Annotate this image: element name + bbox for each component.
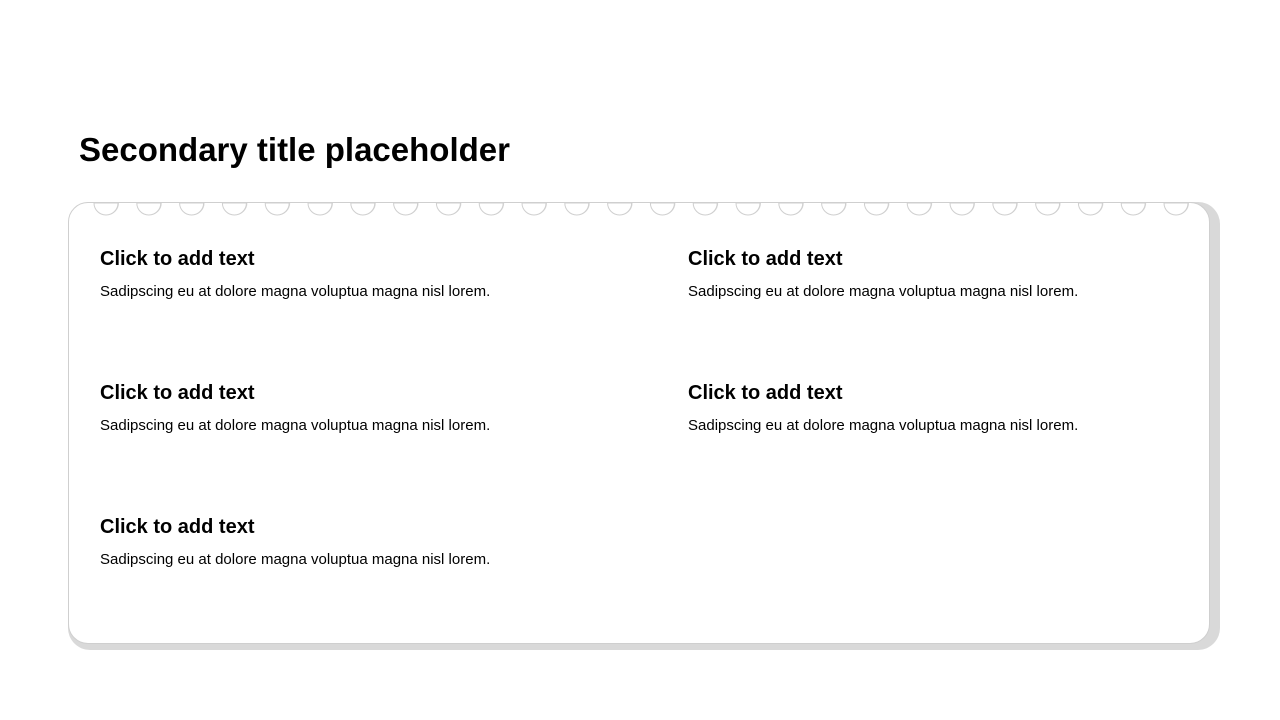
binding-ring (822, 203, 847, 215)
binding-ring (779, 203, 804, 215)
binding-ring (1121, 203, 1146, 215)
binding-ring (394, 203, 419, 215)
binding-ring (522, 203, 547, 215)
block-heading[interactable]: Click to add text (100, 248, 255, 270)
binding-ring (180, 203, 205, 215)
binding-ring (1078, 203, 1103, 215)
text-block-2[interactable] (688, 247, 1208, 301)
binding-ring (479, 203, 504, 215)
binding-ring (864, 203, 889, 215)
binding-ring (565, 203, 590, 215)
binding-ring (222, 203, 247, 215)
block-heading[interactable]: Click to add text (100, 516, 255, 538)
binding-ring (351, 203, 376, 215)
block-heading[interactable]: Click to add text (688, 382, 843, 404)
block-body[interactable]: Sadipscing eu at dolore magna voluptua magna nisl lorem. (100, 417, 491, 434)
block-body[interactable]: Sadipscing eu at dolore magna voluptua magna nisl lorem. (688, 283, 1079, 300)
binding-ring (650, 203, 675, 215)
binding-ring (736, 203, 761, 215)
text-block-3[interactable] (100, 381, 620, 435)
binding-ring (1164, 203, 1189, 215)
binding-ring (907, 203, 932, 215)
text-block-5[interactable] (100, 515, 620, 569)
page-title[interactable]: Secondary title placeholder (79, 131, 510, 168)
binding-ring (950, 203, 975, 215)
block-heading[interactable]: Click to add text (100, 382, 255, 404)
binding-ring (94, 203, 119, 215)
binding-ring (1036, 203, 1061, 215)
text-block-4[interactable] (688, 381, 1208, 435)
binding-ring (993, 203, 1018, 215)
binding-ring (693, 203, 718, 215)
block-body[interactable]: Sadipscing eu at dolore magna voluptua magna nisl lorem. (100, 551, 491, 568)
block-heading[interactable]: Click to add text (688, 248, 843, 270)
binding-ring (436, 203, 461, 215)
binding-ring (308, 203, 333, 215)
binding-ring (608, 203, 633, 215)
binding-rings (68, 194, 1220, 224)
binding-ring (265, 203, 290, 215)
block-body[interactable]: Sadipscing eu at dolore magna voluptua magna nisl lorem. (100, 283, 491, 300)
block-body[interactable]: Sadipscing eu at dolore magna voluptua magna nisl lorem. (688, 417, 1079, 434)
text-block-1[interactable] (100, 247, 620, 301)
binding-ring (137, 203, 162, 215)
